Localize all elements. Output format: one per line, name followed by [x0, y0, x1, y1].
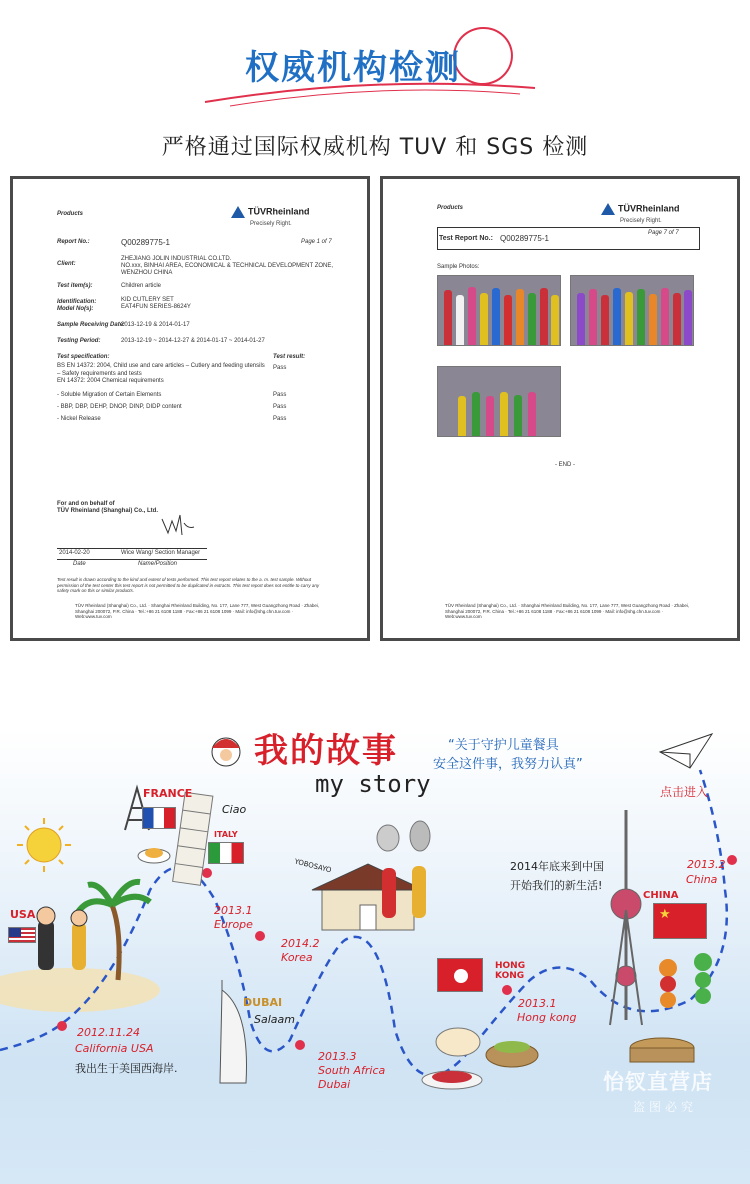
- sign-date: 2014-02-20: [59, 550, 90, 556]
- france-flag-icon: [142, 807, 176, 829]
- tuv-logo: TÜVRheinland: [601, 203, 680, 215]
- signature-icon: [158, 509, 198, 539]
- usa-note: 我出生于美国西海岸.: [75, 1062, 178, 1075]
- spec-result: Pass: [273, 416, 287, 422]
- report-no-box: [437, 227, 700, 250]
- disclaimer: Test result is drawn according to the kind and extent of tests performed. This test report relates to the a. m. test sample. Without permission of the test center this test report is not permitted to be duplicated in extracts. This test report does not entitle to carry any safety mark on this or similar products.: [57, 577, 320, 594]
- report-no-label: Report No.:: [57, 239, 90, 245]
- story-quote-line-2: 安全这件事，我努力认真”: [433, 757, 583, 772]
- dubai-place: Dubai: [318, 1078, 351, 1091]
- report-footer: TÜV Rheinland (Shanghai) Co., Ltd. · Shanghai Rheinland Building, No. 177, Lane 777, West Guangzhong Road · Zhabei, Shanghai 200072, P.R. China · Tel.:+86 21 6108 1188 · Fax:+86 21 6108 1099 · Mail: info@shg.chn.tuv.com · Web:www.tuv.com: [445, 603, 690, 620]
- signer: Wice Wang/ Section Manager: [121, 550, 201, 556]
- china-date: 2013.2: [687, 858, 726, 871]
- china-flag-icon: ★: [653, 903, 707, 939]
- europe-place: Europe: [214, 918, 253, 931]
- china-place: China: [686, 873, 718, 886]
- section-subtitle: 严格通过国际权威机构 TUV 和 SGS 检测: [161, 135, 589, 160]
- yobosayo-text: YOBOSAYO: [293, 857, 333, 875]
- italy-flag-icon: [208, 842, 244, 864]
- spec-result: Pass: [273, 392, 287, 398]
- ciao-text: Ciao: [222, 803, 247, 816]
- usa-label: USA: [10, 908, 36, 921]
- hong-kong-label: HONG KONG: [495, 961, 526, 981]
- tuv-triangle-icon: [601, 203, 615, 215]
- south-africa-place: South Africa: [318, 1064, 386, 1077]
- sample-photo: [437, 275, 561, 346]
- korea-date: 2014.2: [281, 937, 320, 950]
- sample-photo: [570, 275, 694, 346]
- spec-result: Pass: [273, 365, 287, 371]
- test-items: Children article: [121, 283, 162, 289]
- report-footer: TÜV Rheinland (Shanghai) Co., Ltd. · Shanghai Rheinland Building, No. 177, Lane 777, West Guangzhong Road · Zhabei, Shanghai 200072, P.R. China · Tel.:+86 21 6108 1188 · Fax:+86 21 6108 1099 · Mail: info@shg.chn.tuv.com · Web:www.tuv.com: [75, 603, 320, 620]
- behalf-line-1: For and on behalf of: [57, 501, 115, 507]
- date-line: [57, 559, 207, 560]
- spec-row: - Nickel Release: [57, 416, 101, 422]
- page-number: Page 1 of 7: [301, 239, 332, 245]
- story-quote-line-1: “关于守护儿童餐具: [448, 738, 559, 753]
- usa-place: California USA: [75, 1042, 154, 1055]
- spec-result: Pass: [273, 404, 287, 410]
- hong-kong-flag-icon: [437, 958, 483, 992]
- china-note-2: 开始我们的新生活!: [510, 879, 603, 892]
- salaam-text: Salaam: [254, 1013, 295, 1026]
- ident-label: Identification:: [57, 299, 97, 305]
- europe-date: 2013.1: [214, 904, 253, 917]
- enter-link[interactable]: 点击进入: [660, 785, 709, 799]
- south-africa-date: 2013.3: [318, 1050, 357, 1063]
- italy-label: ITALY: [214, 830, 238, 839]
- korea-place: Korea: [281, 951, 313, 964]
- signature-line: [57, 548, 207, 549]
- section-header: [0, 0, 750, 120]
- sample-photo: [437, 366, 561, 437]
- report-no-label: Test Report No.:: [439, 235, 493, 242]
- spec-row: - BBP, DBP, DEHP, DNOP, DINP, DIDP content: [57, 404, 182, 410]
- section-title: 权威机构检测: [245, 48, 461, 88]
- model-value: EAT4FUN SERIES-8624Y: [121, 304, 191, 310]
- france-label: FRANCE: [143, 787, 193, 800]
- client-line-1: ZHEJIANG JOLIN INDUSTRIAL CO.LTD.: [121, 256, 232, 262]
- result-label: Test result:: [273, 354, 306, 360]
- store-watermark: 怡钗直营店: [603, 1070, 713, 1094]
- test-items-label: Test item(s):: [57, 283, 93, 289]
- testing-value: 2013-12-19 ~ 2014-12-27 & 2014-01-17 ~ 2014-01-27: [121, 338, 265, 344]
- report-no: Q00289775-1: [500, 234, 549, 243]
- tuv-tagline: Precisely Right.: [250, 221, 292, 227]
- spec-label: Test specification:: [57, 354, 110, 360]
- my-story-section: [0, 690, 750, 1184]
- report-no: Q00289775-1: [121, 238, 170, 247]
- china-note-1: 2014年底来到中国: [510, 860, 604, 873]
- testing-label: Testing Period:: [57, 338, 101, 344]
- receiving-label: Sample Receiving Date:: [57, 322, 126, 328]
- hong-kong-date: 2013.1: [518, 997, 557, 1010]
- test-report-page-1: [10, 176, 370, 641]
- behalf-line-2: TÜV Rheinland (Shanghai) Co., Ltd.: [57, 508, 158, 514]
- hong-kong-place: Hong kong: [517, 1011, 577, 1024]
- name-label: Name/Position: [138, 561, 178, 567]
- usa-date: 2012.11.24: [77, 1026, 140, 1039]
- china-label: CHINA: [643, 890, 679, 901]
- story-title: 我的故事: [254, 731, 398, 771]
- client-line-2: NO.xxx, BINHAI AREA, ECONOMICAL & TECHNICAL DEVELOPMENT ZONE,: [121, 263, 334, 269]
- photos-label: Sample Photos:: [437, 264, 480, 270]
- ident-value: KID CUTLERY SET: [121, 297, 174, 303]
- client-label: Client:: [57, 261, 76, 267]
- spec-row: BS EN 14372: 2004, Child use and care articles – Cutlery and feeding utensils – Safety requirements and tests: [57, 363, 265, 377]
- page-number: Page 7 of 7: [648, 230, 679, 236]
- tuv-triangle-icon: [231, 206, 245, 218]
- spec-row: - Soluble Migration of Certain Elements: [57, 392, 162, 398]
- store-watermark-sub: 盗图必究: [633, 1100, 698, 1114]
- tuv-logo: TÜVRheinland: [231, 206, 310, 218]
- client-line-3: WENZHOU CHINA: [121, 270, 173, 276]
- test-report-page-7: [380, 176, 740, 641]
- products-label: Products: [437, 205, 464, 211]
- model-label: Model No(s):: [57, 306, 94, 312]
- story-subtitle: my story: [315, 770, 431, 798]
- spec-row: EN 14372: 2004 Chemical requirements: [57, 378, 164, 384]
- usa-flag-icon: [8, 927, 36, 943]
- dubai-label: DUBAI: [243, 996, 283, 1009]
- products-label: Products: [57, 211, 84, 217]
- tuv-tagline: Precisely Right.: [620, 218, 662, 224]
- receiving-value: 2013-12-19 & 2014-01-17: [121, 322, 190, 328]
- date-label: Date: [73, 561, 86, 567]
- end-marker: - END -: [555, 462, 575, 468]
